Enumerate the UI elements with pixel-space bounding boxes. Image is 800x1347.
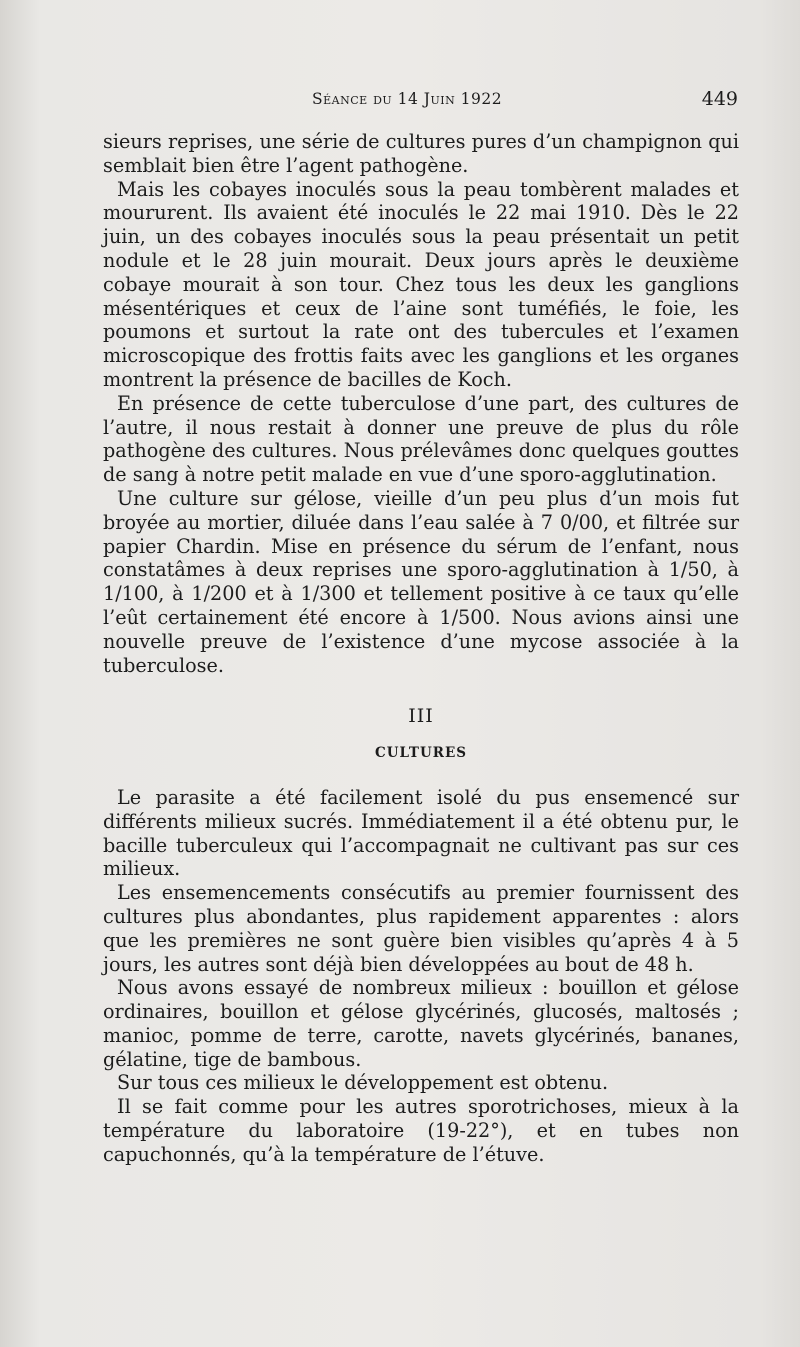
paragraph-tuberculose: En présence de cette tuberculose d’une part, des cultures de l’autre, il nous restait à donner une preuve de plus du rôle pathogène des cultures. Nous prélevâmes donc quelques gouttes de sang à notre petit malade en vue d’une sporo-agglutination.: [103, 391, 739, 487]
paragraph-milieux: Nous avons essayé de nombreux milieux : bouillon et gélose ordinaires, bouillon et gélose glycérinés, glucosés, maltosés ; manioc, pomme de terre, carotte, navets glycérinés, bananes, gélatine, tige de bambous.: [103, 976, 739, 1071]
section-number: III: [408, 705, 434, 728]
section-title: CULTURES: [375, 745, 467, 762]
running-head: [100, 88, 740, 114]
paragraph-sporo-agglutination: Une culture sur gélose, vieille d’un peu plus d’un mois fut broyée au mortier, diluée dans l’eau salée à 7 0/00, et filtrée sur papier Chardin. Mise en présence du sérum de l’enfant, nous constatâmes à deux reprises une sporo-agglutination à 1/50, à 1/100, à 1/200 et à 1/300 et tellement positive à ce taux qu’elle l’eût certainement été encore à 1/500. Nous avions ainsi une nouvelle preuve de l’existence d’une mycose associée à la tuberculose.: [103, 486, 739, 677]
paragraph-isolation: Le parasite a été facilement isolé du pus ensemencé sur différents milieux sucrés. Immédiatement il a été obtenu pur, le bacille tuberculeux qui l’accompagnait ne cultivant pas sur ces milieux.: [103, 785, 739, 881]
paragraph-ensemencements: Les ensemencements consécutifs au premier fournissent des cultures plus abondantes, plus rapidement apparentes : alors que les premières ne sont guère bien visibles qu’après 4 à 5 jours, les autres sont déjà bien développées au bout de 48 h.: [103, 881, 739, 976]
page-number: 449: [701, 88, 738, 110]
running-head-title: Séance du 14 Juin 1922: [312, 90, 503, 108]
paragraph-developpement: Sur tous ces milieux le développement est obtenu.: [117, 1071, 609, 1095]
paragraph-cobayes: Mais les cobayes inoculés sous la peau tombèrent malades et moururent. Ils avaient été inoculés le 22 mai 1910. Dès le 22 juin, un des cobayes inoculés sous la peau présentait un petit nodule et le 28 juin mourait. Deux jours après le deuxième cobaye mourait à son tour. Chez tous les deux les ganglions mésentériques et ceux de l’aine sont tuméfiés, le foie, les poumons et surtout la rate ont des tubercules et l’examen microscopique des frottis faits avec les ganglions et les organes montrent la présence de bacilles de Koch.: [103, 177, 739, 391]
body-text: [103, 130, 739, 1167]
paragraph-temperature: Il se fait comme pour les autres sporotrichoses, mieux à la température du laboratoire (19-22°), et en tubes non capuchonnés, qu’à la température de l’étuve.: [103, 1095, 739, 1166]
paragraph-continuation: sieurs reprises, une série de cultures pures d’un champignon qui semblait bien être l’agent pathogène.: [103, 130, 739, 177]
